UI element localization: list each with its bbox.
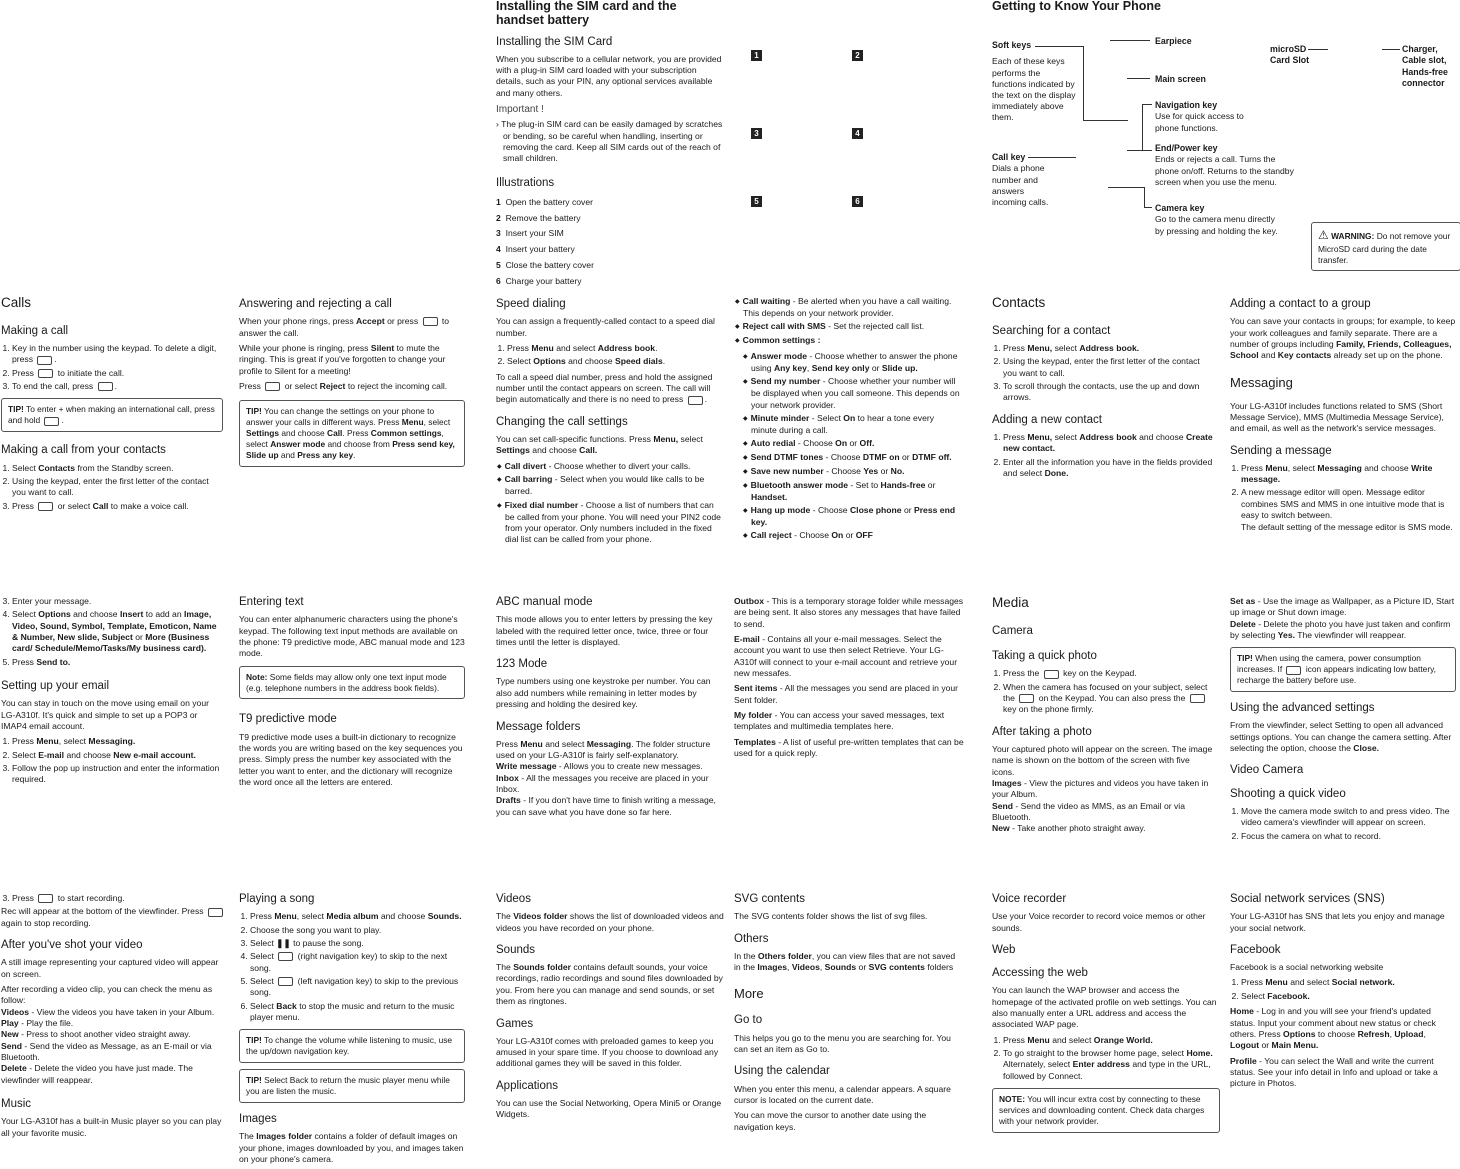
note-box: Note: Some fields may allow only one text input mode (e.g. telephone numbers in the address book fields). [239,666,465,700]
figure-number: 5 [751,196,762,207]
advanced-title: Using the advanced settings [1230,702,1375,715]
music-title: Music [1,1098,32,1111]
leader-line [1028,157,1076,158]
call-settings-section: ◆ Call waiting - Be alerted when you have a call waiting. This depends on your network provider. ◆ Reject call with SMS - Set the rejected call list. ◆ Common settings : ◆ Answer mode - Choose whether to answer the phone using Any key, Send key only or Slide up. ◆ Send my number - Choose whether your number will be displayed when you call someone. This depends on your network provider. ◆ Minute minder - Select On to hear a tone every minute during a call. ◆ Auto redial - Choose On or Off. ◆ Send DTMF tones - Choose DTMF on or DTMF off. ◆ Save new number - Choose Yes or No. ◆ Bluetooth answer mode - Set to Hands-free or Handset. ◆ Hang up mode - Choose Close phone or Press end key. ◆ Call reject - Choose On or OFF [734,296,962,546]
speed-section: Speed dialing You can assign a frequently-called contact to a speed dial number. 1. Press Menu and select Address book. 2. Select Options and choose Speed dials. To call a speed dial number, press and hold the assigned number until the contact appears on screen. The call will begin automatically and there is no need to press . Changing the call settings You can set call-specific functions. Press Menu, select Settings and choose Call. ◆ Call divert - Choose whether to divert your calls. ◆ Call barring - Select when you would like calls to be barred. ◆ Fixed dial number - Choose a list of numbers that can be called from your phone. You will need your PIN2 code from your operator. Only numbers included in the fixed dial list can be called from your phone. [496,296,724,550]
end-key-icon [265,382,280,391]
nav-key-label: Navigation key Use for quick access to phone functions. [1155,100,1244,133]
answering-title: Answering and rejecting a call [239,298,392,310]
leader-line [1144,187,1145,207]
folders-title: Message folders [496,720,581,733]
leader-line [1108,187,1144,188]
main-screen-label: Main screen [1155,74,1206,84]
microsd-label: microSD Card Slot [1270,44,1310,66]
images-title: Images [239,1113,277,1125]
important-text: › The plug-in SIM card can be easily damaged by scratches or bending, so be careful when handling, inserting or removing the card. Keep all SIM cards out of the reach of small children. [496,119,723,164]
important-label: Important ! [496,104,544,116]
leader-line [1142,104,1143,150]
video-camera-title: Video Camera [1230,764,1304,777]
sim-subtitle: Installing the SIM Card [496,35,613,48]
figure-number: 2 [852,50,863,61]
call-key-label: Call key Dials a phone number and answers incoming calls. [992,152,1049,207]
camera-key-label: Camera key Go to the camera menu directly by pressing and holding the key. [1155,203,1278,236]
email-title: Setting up your email [1,680,110,693]
illustrations-title: Illustrations [496,176,555,189]
leader-line [1110,40,1150,41]
tip-box: TIP! When using the camera, power consumption increases. If icon appears indicating low battery, recharge the battery before use. [1230,647,1456,692]
calls-title: Calls [1,295,32,310]
camera-options-section: Set as - Use the image as Wallpaper, as a Picture ID, Start up image or Shut down image. Delete - Delete the photo you have just taken and confirm by selecting Yes. The viewfinder will reappear. TIP! When using the camera, power consumption increases. If icon appears indicating low battery, recharge the battery before use. Using the advanced settings From the viewfinder, select Setting to open all advanced settings options. You can change the camera setting. After selecting the option, choose the Close. Video Camera Shooting a quick video 1. Move the camera mode switch to and press video. The video camera's viewfinder will appear on screen. 2. Focus the camera on what to record. [1230,596,1456,846]
camera-key-icon [1044,670,1059,679]
voice-title: Voice recorder [992,893,1067,905]
making-call-title: Making a call [1,324,69,337]
leader-line [1142,104,1152,105]
media-section: Media Camera Taking a quick photo 1. Press the key on the Keypad. 2. When the camera has focused on your subject, select the on the Keypad. You can also press the key on the phone firmly. After taking a photo Your captured photo will appear on the screen. The image name is shown on the bottom of the screen with five icons. Images - View the pictures and videos you have taken in your Album. Send - Send the video as MMS, as an Email or via Bluetooth. New - Take another photo straight away. [992,596,1214,839]
abc-title: ABC manual mode [496,596,593,608]
soft-keys-label: Soft keys Each of these keys performs the functions indicated by the text on the display immediately above them. [992,40,1076,123]
leader-line [1144,207,1152,208]
making-call-steps: 1. Key in the number using the keypad. To delete a digit, press . 2. Press to initiate the call. 3. To end the call, press . [1,343,223,392]
know-title: Getting to Know Your Phone [992,0,1161,13]
calls-section [1,296,223,516]
group-title: Adding a contact to a group [1230,298,1371,310]
answering-section: Answering and rejecting a call When your phone rings, press Accept or press to answer the call. While your phone is ringing, press Silent to mute the ringing. This is great if you've forgotten to change your profile to Silent for a meeting! Press or select Reject to reject the incoming call. TIP! You can change the settings on your phone to answer your calls in different ways. Press Menu, select Settings and choose Call. Press Common settings, select Answer mode and choose from Press send key, Slide up and Press any key. [239,296,465,473]
contacts-call-title: Making a call from your contacts [1,444,166,457]
camera-key-icon [1190,694,1205,703]
figure-number: 4 [852,128,863,139]
tip-box: TIP! Select Back to return the music player menu while you are listen the music. [239,1069,465,1103]
search-contact-title: Searching for a contact [992,324,1111,337]
zero-key-icon [44,417,59,426]
send-key-icon [423,317,438,326]
send-key-icon [688,396,703,405]
svg-section: SVG contents The SVG contents folder shows the list of svg files. Others In the Others folder, you can view files that are not saved in the Images, Videos, Sounds or SVG contents folders More Go to This helps you go to the menu you are searching for. You can set an item as Go to. Using the calendar When you enter this menu, a calendar appears. A square cursor is located on the current date. You can move the cursor to another date using the navigation keys. [734,893,964,1137]
applications-title: Applications [496,1079,559,1092]
entering-title: Entering text [239,596,304,608]
leader-line [1382,49,1400,50]
sim-title: Installing the SIM card and the handset battery [496,0,677,27]
step-2: 2 Remove the battery [496,212,581,223]
warning-icon: ⚠ [1318,228,1329,242]
tip-box: TIP! You can change the settings on your phone to answer your calls in different ways. Press Menu, select Settings and choose Call. Press Common settings, select Answer mode and choose from Press send key, Slide up and Press any key. [239,400,465,467]
videos-section: Videos The Videos folder shows the list of downloaded videos and videos you have recorded on your phone. Sounds The Sounds folder contains default sounds, your voice recordings, radio recordings and sound files downloaded by you. From here you can manage and send sounds, or set them as ringtones. Games Your LG-A310f comes with preloaded games to keep you amused in your spare time. If you choose to download any additional games they will be saved in this folder. Applications You can use the Social Networking, Opera Mini5 or Orange Widgets. [496,893,724,1120]
changing-title: Changing the call settings [496,415,628,428]
after-video-title: After you've shot your video [1,939,143,952]
calendar-title: Using the calendar [734,1065,830,1078]
send-key-icon [38,369,53,378]
step-3: 3 Insert your SIM [496,228,564,239]
shooting-title: Shooting a quick video [1230,787,1346,800]
pause-icon: ❚❚ [276,937,291,948]
more-title: More [734,986,764,1002]
sim-section [496,0,726,290]
sns-title: Social network services (SNS) [1230,893,1385,905]
message-email-section: 3. Enter your message. 4. Select Options and choose Insert to add an Image, Video, Sound, Symbol, Template, Emoticon, Name & Number, New slide, Subject or More (Business card/ Schedule/Memo/Tasks/My business card). 5. Press Send to. Setting up your email You can stay in touch on the move using email on your LG-A310f. It's quick and simple to set up a POP3 or IMAP4 email account. 1. Press Menu, select Messaging. 2. Select E-mail and choose New e-mail account. 3. Follow the pop up instruction and enter the information required. [1,596,225,790]
leader-line [1035,46,1083,47]
contacts-section: Contacts Searching for a contact 1. Press Menu, select Address book. 2. Using the keypad, enter the first letter of the contact you want to call. 3. To scroll through the contacts, use the up and down arrows. Adding a new contact 1. Press Menu, select Address book and choose Create new contact. 2. Enter all the information you have in the fields provided and select Done. [992,296,1214,483]
svg-title: SVG contents [734,893,805,905]
step-1: 1 Open the battery cover [496,196,593,207]
contacts-call-steps: 1. Select Contacts from the Standby screen. 2. Using the keypad, enter the first letter of the contact you want to call. 3. Press or select Call to make a voice call. [1,463,223,512]
warning-box: ⚠ WARNING: Do not remove your MicroSD card during the date transfer. [1311,222,1460,271]
videos-title: Videos [496,893,531,905]
facebook-title: Facebook [1230,943,1281,956]
goto-title: Go to [734,1014,763,1027]
earpiece-label: Earpiece [1155,36,1192,46]
leader-line [1127,78,1150,79]
sns-section: Social network services (SNS) Your LG-A310f has SNS that lets you enjoy and manage your social network. Facebook Facebook is a social networking website 1. Press Menu and select Social network. 2. Select Facebook. Home - Log in and you will see your friend's updated status. Input your comment about new status or check others. Press Options to choose Refresh, Upload, Logout or Main Menu. Profile - You can select the Wall and write the current status. See your info detail in Info and upload or take a picture in Photos. [1230,893,1456,1094]
note-box: NOTE: You will incur extra cost by connecting to these services and downloading content. Check data charges with your network provider. [992,1088,1220,1133]
figure-number: 3 [751,128,762,139]
outbox-section: Outbox - This is a temporary storage folder while messages are being sent. It also stores any messages that have failed to send. E-mail - Contains all your e-mail messages. Select the account you want to use then select Retrieve. Your LG-A310f will connect to your e-mail account and retrieve your new messafes. Sent items - All the messages you send are placed in your Sent folder. My folder - You can access your saved messages, text templates and multimedia templates here. Templates - A list of useful pre-written templates that can be used for a quick reply. [734,596,964,759]
charger-label: Charger, Cable slot, Hands-free connector [1402,44,1448,89]
song-section: Playing a song 1. Press Menu, select Media album and choose Sounds. 2. Choose the song you want to play. 3. Select ❚❚ to pause the song. 4. Select (right navigation key) to skip to the next song. 5. Select (left navigation key) to skip to the previous song. 6. Select Back to stop the music and return to the music player menu. TIP! To change the volume while listening to music, use the up/down navigation key. TIP! Select Back to return the music player menu while you are listen the music. Images The Images folder contains a folder of default images on your phone, images downloaded by you, and images taken on your phone's camera. [239,893,465,1169]
group-messaging-section: Adding a contact to a group You can save your contacts in groups; for example, to keep your work colleagues and family separate. There are a number of groups including Family, Friends, Colleagues, School and Key contacts already set up on the phone. Messaging Your LG-A310f includes functions related to SMS (Short Message Service), MMS (Multimedia Message Service), and email, as well as the network's service messages. Sending a message 1. Press Menu, select Messaging and choose Write message. 2. A new message editor will open. Message editor combines SMS and MMS in one intuitive mode that is easy to switch between. The default setting of the message editor is SMS mode. [1230,296,1456,537]
sending-title: Sending a message [1230,444,1332,457]
record-key-icon [208,908,223,917]
leader-line [1127,150,1152,151]
contacts-title: Contacts [992,295,1046,310]
after-photo-title: After taking a photo [992,725,1092,738]
end-key-label: End/Power key Ends or rejects a call. Turns the phone on/off. Returns to the standby screen when you use the menu. [1155,143,1294,187]
others-title: Others [734,932,769,945]
recording-section: 3. Press to start recording. Rec will appear at the bottom of the viewfinder. Press again to stop recording. After you've shot your video A still image representing your captured video will appear on screen. After recording a video clip, you can check the menu as follow: Videos - View the videos you have taken in your Album. Play - Play the file. New - Press to shoot another video straight away. Send - Send the video as Message, as an E-mail or via Bluetooth. Delete - Delete the video you have just made. The viewfinder will reappear. Music Your LG-A310f has a built-in Music player so you can play all your favorite music. [1,893,225,1143]
battery-icon [1286,666,1301,675]
leader-line [1083,46,1084,121]
record-key-icon [38,894,53,903]
camera-title: Camera [992,624,1033,637]
right-nav-key-icon [278,952,293,961]
quick-photo-title: Taking a quick photo [992,650,1097,663]
sounds-title: Sounds [496,943,536,956]
accessing-web-title: Accessing the web [992,967,1088,980]
step-5: 5 Close the battery cover [496,260,594,271]
messaging-title: Messaging [1230,374,1293,390]
song-title: Playing a song [239,893,315,905]
illustration-steps [496,195,726,290]
t9-title: T9 predictive mode [239,713,337,726]
figure-number: 1 [751,50,762,61]
clear-key-icon [37,356,52,365]
abc-section: ABC manual mode This mode allows you to enter letters by pressing the key labeled with the required letter once, twice, three or four times until the letter is displayed. 123 Mode Type numbers using one keystroke per number. You can also add numbers while remaining in letter modes by pressing and holding the desired key. Message folders Press Menu and select Messaging. The folder structure used on your LG-A310f is fairly self-explanatory. Write message - Allows you to create new messages. Inbox - All the messages you receive are placed in your Inbox. Drafts - If you don't have time to finish writing a message, you can save what you have done so far here. [496,596,724,822]
add-contact-title: Adding a new contact [992,413,1102,426]
tip-box: TIP! To enter + when making an international call, press and hold . [1,398,223,432]
figure-number: 6 [852,196,863,207]
entering-text-section: Entering text You can enter alphanumeric characters using the phone's keypad. The following text input methods are available on the phone: T9 predictive mode, ABC manual mode and 123 mode. Note: Some fields may allow only one text input mode (e.g. telephone numbers in the address book fields). T9 predictive mode T9 predictive mode uses a built-in dictionary to recognize the words you are writing based on the key sequences you press. Simply press the number key associated with the letter you want to enter, and the dictionary will recognize the word once all the letters are entered. [239,596,465,788]
speed-title: Speed dialing [496,298,566,310]
web-title: Web [992,943,1016,956]
sim-intro: When you subscribe to a cellular network, you are provided with a plug-in SIM card loaded with your subscription details, such as your PIN, any optional services available and many others. [496,53,722,98]
left-nav-key-icon [278,977,293,986]
mode-123-title: 123 Mode [496,658,548,671]
ok-key-icon [1019,694,1034,703]
voice-web-section: Voice recorder Use your Voice recorder to record voice memos or other sounds. Web Accessing the web You can launch the WAP browser and access the homepage of the activated profile on web settings. You can also manually enter a URL address and access the associated WAP page. 1. Press Menu and select Orange World. 2. To go straight to the browser home page, select Home. Alternately, select Enter address and type in the URL, followed by Connect. NOTE: You will incur extra cost by connecting to these services and downloading content. Check data charges with your network provider. [992,893,1220,1139]
end-key-icon [98,382,113,391]
leader-line [1083,120,1128,121]
tip-box: TIP! To change the volume while listening to music, use the up/down navigation key. [239,1029,465,1063]
step-4: 4 Insert your battery [496,244,575,255]
games-title: Games [496,1017,534,1030]
send-key-icon [38,502,53,511]
leader-line [1308,49,1328,50]
media-title: Media [992,595,1029,610]
step-6: 6 Charge your battery [496,275,582,286]
